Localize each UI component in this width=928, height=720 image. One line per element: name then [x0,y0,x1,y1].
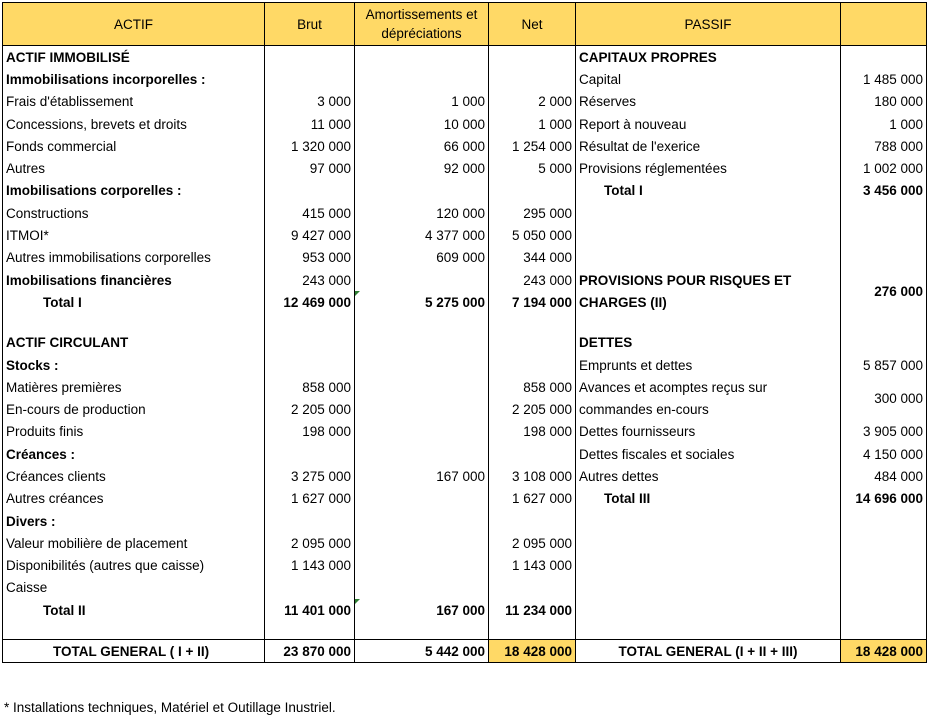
capitaux-title: CAPITAUX PROPRES [576,46,841,69]
amort-value [355,532,489,554]
actif-general-net: 18 428 000 [489,640,576,663]
actif-label: Créances clients [3,465,265,487]
actif-immobilise-title: ACTIF IMMOBILISÉ [3,46,265,69]
table-row [3,202,927,224]
table-row [3,443,927,465]
actif-total-2-label: Total II [3,599,265,621]
passif-general-value: 18 428 000 [841,640,927,663]
table-row [3,488,927,510]
amort-value [355,398,489,420]
table-row [3,314,927,332]
stocks-title: Stocks : [3,354,265,376]
actif-total-2-amort: 167 000 [355,599,489,621]
brut-value: 415 000 [265,202,355,224]
header-passif: PASSIF [576,3,841,46]
net-value: 198 000 [489,421,576,443]
passif-value: 180 000 [841,91,927,113]
actif-total-2-net: 11 234 000 [489,599,576,621]
passif-total-3-value: 14 696 000 [841,488,927,510]
amort-value [355,555,489,577]
passif-label: Capital [576,68,841,90]
table-row [3,599,927,621]
bilan-table [2,2,927,663]
amort-value [355,376,489,398]
header-actif: ACTIF [3,3,265,46]
table-row [3,332,927,354]
table-row [3,68,927,90]
actif-general-brut: 23 870 000 [265,640,355,663]
passif-value: 5 857 000 [841,354,927,376]
net-value: 2 000 [489,91,576,113]
brut-value [265,577,355,599]
actif-total-1-net: 7 194 000 [489,291,576,313]
brut-value: 11 000 [265,113,355,135]
table-row [3,465,927,487]
actif-general-amort: 5 442 000 [355,640,489,663]
table-row [3,398,927,420]
net-value: 1 254 000 [489,135,576,157]
actif-label: Matières premières [3,376,265,398]
amort-value: 1 000 [355,91,489,113]
actif-label: Caisse [3,577,265,599]
passif-value: 3 905 000 [841,421,927,443]
table-row [3,354,927,376]
net-value: 1 627 000 [489,488,576,510]
brut-value: 3 000 [265,91,355,113]
brut-value: 243 000 [265,269,355,291]
passif-label: Report à nouveau [576,113,841,135]
brut-value: 97 000 [265,157,355,179]
amort-value: 609 000 [355,247,489,269]
dettes-title: DETTES [576,332,841,354]
table-row [3,157,927,179]
amort-value: 66 000 [355,135,489,157]
avances-value: 300 000 [841,376,927,421]
incorp-title: Immobilisations incorporelles : [3,68,265,90]
amort-value [355,269,489,291]
passif-total-1-value: 3 456 000 [841,180,927,202]
passif-value: 484 000 [841,465,927,487]
passif-value: 4 150 000 [841,443,927,465]
avances-label-line2: commandes en-cours [576,398,841,420]
net-value [489,577,576,599]
header-brut: Brut [265,3,355,46]
table-row [3,532,927,554]
passif-value: 1 485 000 [841,68,927,90]
brut-value: 1 627 000 [265,488,355,510]
table-row [3,269,927,291]
passif-label: Provisions réglementées [576,157,841,179]
passif-label: Réserves [576,91,841,113]
header-row [3,3,927,46]
passif-label: Autres dettes [576,465,841,487]
brut-value: 9 427 000 [265,224,355,246]
brut-value: 3 275 000 [265,465,355,487]
net-value: 858 000 [489,376,576,398]
actif-label: Disponibilités (autres que caisse) [3,555,265,577]
passif-total-1-label: Total I [576,180,841,202]
passif-label: Dettes fournisseurs [576,421,841,443]
brut-value: 2 095 000 [265,532,355,554]
table-row [3,376,927,398]
actif-label: Autres créances [3,488,265,510]
actif-label: Frais d'établissement [3,91,265,113]
amort-value [355,577,489,599]
actif-label: En-cours de production [3,398,265,420]
actif-label: Autres [3,157,265,179]
brut-value: 1 320 000 [265,135,355,157]
fin-label: Imobilisations financières [3,269,265,291]
amort-value [355,488,489,510]
table-row [3,46,927,69]
passif-label: Emprunts et dettes [576,354,841,376]
table-row [3,91,927,113]
passif-label: Résultat de l'exerice [576,135,841,157]
passif-value: 1 000 [841,113,927,135]
creances-title: Créances : [3,443,265,465]
net-value: 1 000 [489,113,576,135]
net-value: 1 143 000 [489,555,576,577]
actif-label: Valeur mobilière de placement [3,532,265,554]
table-row [3,291,927,313]
actif-label: Concessions, brevets et droits [3,113,265,135]
amort-value: 167 000 [355,465,489,487]
provisions-label-line2: CHARGES (II) [576,291,841,313]
net-value: 2 205 000 [489,398,576,420]
table-row [3,113,927,135]
amort-value: 120 000 [355,202,489,224]
balance-sheet [2,2,927,663]
brut-value: 1 143 000 [265,555,355,577]
amort-value: 92 000 [355,157,489,179]
net-value: 5 050 000 [489,224,576,246]
net-value: 5 000 [489,157,576,179]
provisions-value: 276 000 [841,269,927,314]
net-value: 3 108 000 [489,465,576,487]
header-net: Net [489,3,576,46]
actif-label: Fonds commercial [3,135,265,157]
actif-general-label: TOTAL GENERAL ( I + II) [3,640,265,663]
passif-value: 1 002 000 [841,157,927,179]
passif-label: Dettes fiscales et sociales [576,443,841,465]
actif-total-1-label: Total I [3,291,265,313]
table-row [3,421,927,443]
net-value: 2 095 000 [489,532,576,554]
circulant-title: ACTIF CIRCULANT [3,332,265,354]
table-row [3,247,927,269]
actif-label: Constructions [3,202,265,224]
table-row [3,224,927,246]
actif-label: Produits finis [3,421,265,443]
table-row [3,577,927,599]
net-value: 344 000 [489,247,576,269]
net-value: 295 000 [489,202,576,224]
amort-value [355,421,489,443]
divers-title: Divers : [3,510,265,532]
actif-label: ITMOI* [3,224,265,246]
actif-total-1-brut: 12 469 000 [265,291,355,313]
table-row [3,621,927,640]
footnote: * Installations techniques, Matériel et Outillage Inustriel. [4,700,336,715]
avances-label-line1: Avances et acomptes reçus sur [576,376,841,398]
table-row [3,510,927,532]
passif-general-label: TOTAL GENERAL (I + II + III) [576,640,841,663]
net-value: 243 000 [489,269,576,291]
passif-value: 788 000 [841,135,927,157]
table-row [3,555,927,577]
brut-value: 953 000 [265,247,355,269]
brut-value: 198 000 [265,421,355,443]
amort-value: 4 377 000 [355,224,489,246]
table-row [3,135,927,157]
actif-total-2-brut: 11 401 000 [265,599,355,621]
amort-value: 10 000 [355,113,489,135]
brut-value: 2 205 000 [265,398,355,420]
header-amort: Amortissements et dépréciations [355,3,489,46]
passif-total-3-label: Total III [576,488,841,510]
actif-label: Autres immobilisations corporelles [3,247,265,269]
header-blank [841,3,927,46]
table-row [3,180,927,202]
provisions-label-line1: PROVISIONS POUR RISQUES ET [576,269,841,291]
brut-value: 858 000 [265,376,355,398]
corp-title: Imobilisations corporelles : [3,180,265,202]
total-general-row [3,640,927,663]
actif-total-1-amort: 5 275 000 [355,291,489,313]
